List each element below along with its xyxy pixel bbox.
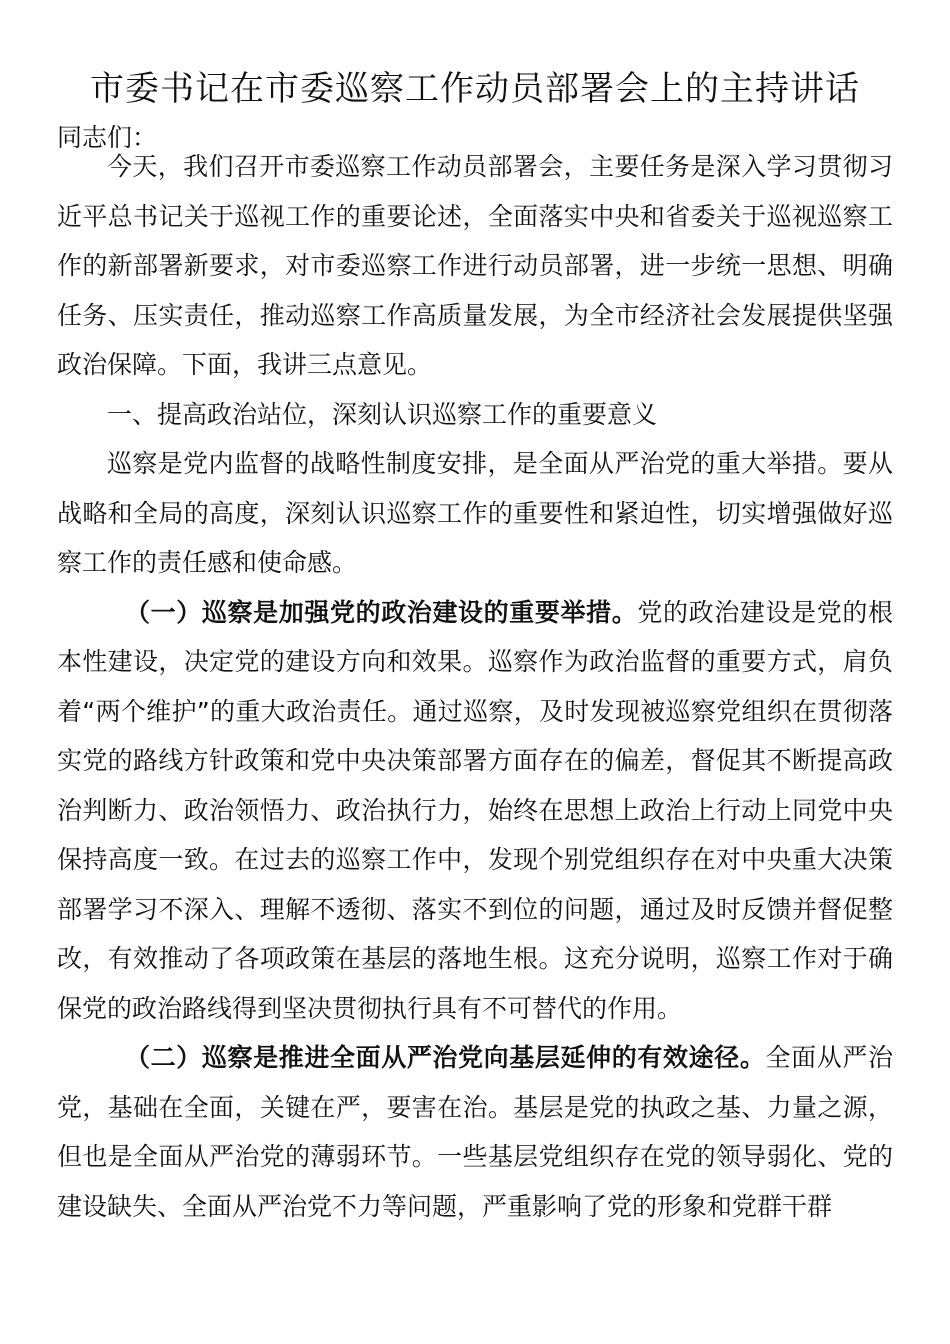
paragraph-point-1	[57, 588, 893, 1034]
section-heading-1: 一、提高政治站位，深刻认识巡察工作的重要意义	[107, 399, 658, 429]
document-body	[57, 142, 893, 1231]
point-1-body: 党的政治建设是党的根本性建设，决定党的建设方向和效果。巡察作为政治监督的重要方式，肩负着“两个维护”的重大政治责任。通过巡察，及时发现被巡察党组织在贯彻落实党的路线方针政策和党中央决策部署方面存在的偏差，督促其不断提高政治判断力、政治领悟力、政治执行力，始终在思想上政治上行动上同党中央保持高度一致。在过去的巡察工作中，发现个别党组织存在对中央重大决策部署学习不深入、理解不透彻、落实不到位的问题，通过及时反馈并督促整改，有效推动了各项政策在基层的落地生根。这充分说明，巡察工作对于确保党的政治路线得到坚决贯彻执行具有不可替代的作用。	[57, 597, 893, 1023]
paragraph-section-1-intro: 巡察是党内监督的战略性制度安排，是全面从严治党的重大举措。要从战略和全局的高度，深刻认识巡察工作的重要性和紧迫性，切实增强做好巡察工作的责任感和使命感。	[57, 449, 893, 577]
salutation: 同志们：	[57, 123, 158, 152]
point-2-body: 全面从严治党，基础在全面，关键在严，要害在治。基层是党的执政之基、力量之源，但也是全面从严治党的薄弱环节。一些基层党组织存在党的领导弱化、党的建设缺失、全面从严治党不力等问题，严重影响了党的形象和党群干群	[57, 1043, 893, 1221]
point-1-heading: （一）巡察是加强党的政治建设的重要举措。	[125, 597, 638, 627]
point-2-heading: （二）巡察是推进全面从严治党向基层延伸的有效途径。	[125, 1043, 766, 1072]
paragraph-point-2	[57, 1033, 893, 1231]
paragraph-intro: 今天，我们召开市委巡察工作动员部署会，主要任务是深入学习贯彻习近平总书记关于巡视工作的重要论述，全面落实中央和省委关于巡视巡察工作的新部署新要求，对市委巡察工作进行动员部署，进一步统一思想、明确任务、压实责任，推动巡察工作高质量发展，为全市经济社会发展提供坚强政治保障。下面，我讲三点意见。	[57, 152, 893, 379]
document-title: 市委书记在市委巡察工作动员部署会上的主持讲话	[90, 69, 860, 109]
